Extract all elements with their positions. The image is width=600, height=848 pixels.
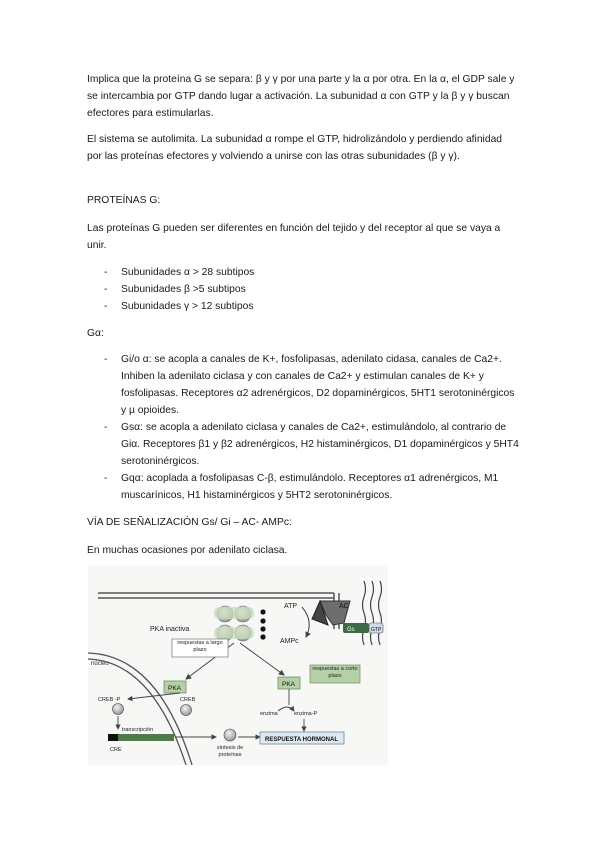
list-item-text: Subunidades γ > 12 subtipos [121, 301, 254, 312]
long-term-label: respuestas a largo plazo [177, 640, 223, 653]
signaling-diagram [88, 565, 388, 765]
paragraph-gprotein-separation: Implica que la proteína G se separa: β y γ por una parte y la α por otra. En la α, el GDP sale y se intercambia por GTP dando lugar a activación. La subunidad α con GTP y la β y γ buscan efectores para estimularlas. [87, 74, 515, 119]
list-item-text: Gsα: se acopla a adenilato ciclasa y canales de Ca2+, estimulándolo, al contrario de Giα. Receptores β1 y β2 adrenérgicos, H2 histaminérgicos, D1 dopaminérgicos y 5HT4 serotoninérgicos. [121, 422, 519, 467]
transcripcion-label: transcripción [122, 727, 154, 733]
gtp-label: GTP [371, 627, 382, 633]
enzima-label: enzima [260, 711, 278, 717]
ribosome [224, 729, 236, 741]
sintesis-label: síntesis de proteínas [216, 745, 244, 758]
heading-galpha: Gα: [87, 328, 104, 339]
bullet-dash: - [104, 267, 108, 278]
pka-right-label: PKA [282, 681, 296, 688]
heading-proteinas-g: PROTEÍNAS G: [87, 195, 161, 206]
ac-label: AC [339, 603, 349, 610]
enzima-p-label: enzima-P [294, 711, 318, 717]
creb-ball [181, 705, 192, 716]
paragraph-tissue-variation: Las proteínas G pueden ser diferentes en función del tejido y del receptor al que se vaya a unir. [87, 223, 501, 251]
atp-label: ATP [284, 603, 298, 610]
cre-label: CRE [110, 747, 122, 753]
creb-p-label: CREB -P [98, 697, 121, 703]
gene-bar [118, 734, 174, 741]
creb-p-ball [113, 704, 124, 715]
respuesta-hormonal-label: RESPUESTA HORMONAL [265, 737, 339, 743]
bullet-dash: - [104, 422, 108, 433]
bullet-dash: - [104, 473, 108, 484]
list-item-text: Gqα: acoplada a fosfolipasas C-β, estimulándolo. Receptores α1 adrenérgicos, M1 muscarínicos, H1 histaminérgicos y 5HT2 serotoninérgicos. [121, 473, 499, 501]
paragraph-autolimit: El sistema se autolimita. La subunidad α rompe el GTP, hidrolizándolo y perdiendo afinidad por las proteínas efectores y volviendo a unirse con las otras subunidades (β y γ). [87, 134, 503, 162]
short-term-label: respuestas a corto plazo [312, 666, 358, 679]
heading-via-senalizacion: VÍA DE SEÑALIZACIÓN Gs/ Gi – AC- AMPc: [87, 517, 292, 528]
list-item-text: Gi/o α: se acopla a canales de K+, fosfolipasas, adenilato cidasa, canales de Ca2+. Inhiben la adenilato ciclasa y con canales de Ca2+ y estimulan canales de K+ y fosfolipasas. Receptores α2 adrenérgicos, D2 dopaminérgicos, 5HT1 serotoninérgicos y µ opioides. [121, 354, 515, 416]
creb-label: CREB [180, 697, 196, 703]
bullet-dash: - [104, 354, 108, 365]
nucleo-label: núcleo [91, 661, 109, 667]
pka-inactive-label: PKA inactiva [150, 626, 190, 633]
gs-label: Gs [347, 627, 355, 633]
list-item-text: Subunidades β >5 subtipos [121, 284, 246, 295]
list-item-text: Subunidades α > 28 subtipos [121, 267, 255, 278]
bullet-dash: - [104, 284, 108, 295]
pka-left-label: PKA [168, 685, 182, 692]
bullet-dash: - [104, 301, 108, 312]
ampc-label: AMPc [280, 638, 299, 645]
paragraph-adenilato: En muchas ocasiones por adenilato ciclasa. [87, 545, 288, 556]
cre-site [108, 734, 118, 741]
